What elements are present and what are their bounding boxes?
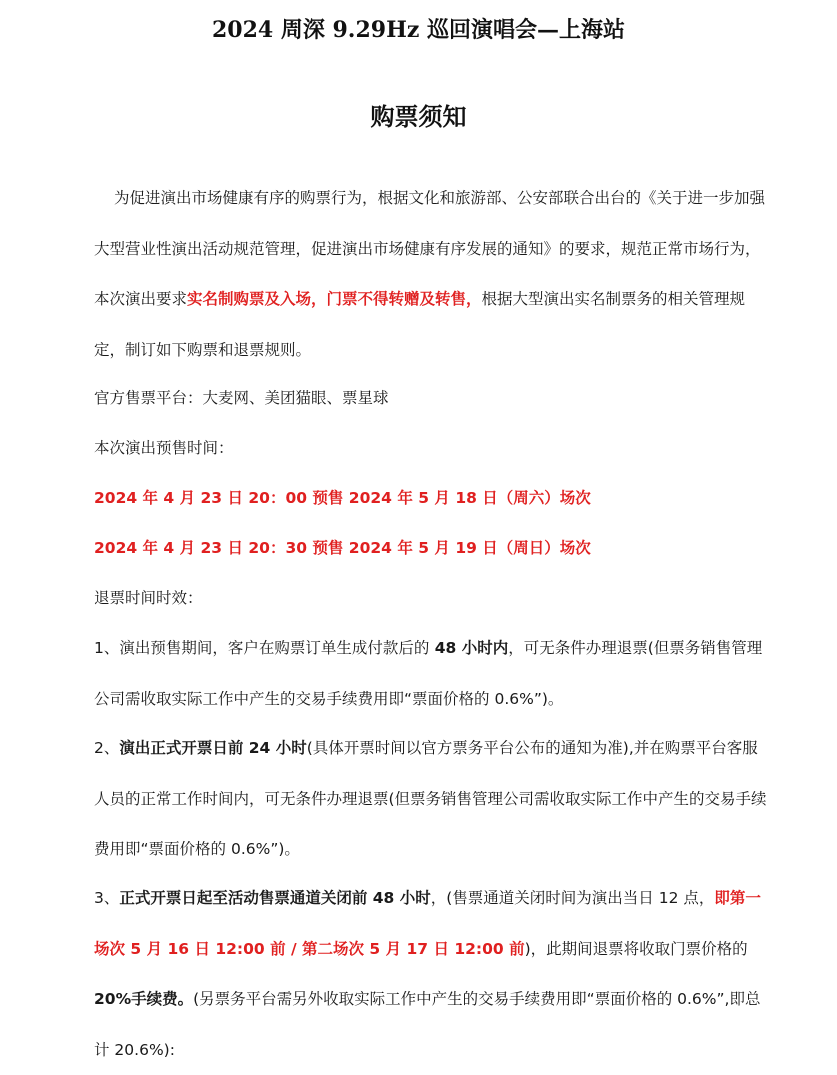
refund-rule-1 [94, 623, 770, 724]
rule2-text: 2、 [94, 739, 120, 757]
platforms-line: 官方售票平台：大麦网、美团猫眼、票星球 [94, 389, 389, 407]
rule1-bold: 48 小时内 [429, 639, 509, 657]
rule3-fee: 20%手续费。 [94, 990, 194, 1008]
refund-rule-3 [94, 873, 770, 1075]
refund-rule-2 [94, 723, 770, 875]
rule2-text-end: (具体开票时间以官方票务平台公布的通知为准),并在购票平台客服人员的正常工作时间内，可无条件办理退票(但票务销售管理公司需收取实际工作中产生的交易手续费用即“票面价格的 0.6%”)。 [94, 739, 767, 858]
intro-paragraph [94, 173, 770, 375]
rule3-text-end: (另票务平台需另外收取实际工作中产生的交易手续费用即“票面价格的 0.6%”,即总计 20.6%): [94, 990, 761, 1059]
rule3-text-3: )，此期间退票将收取门票价格的 [524, 939, 748, 958]
intro-text: 为促进演出市场健康有序的购票行为，根据文化和旅游部、公安部联合出台的《关于进一步加强大型营业性演出活动规范管理，促进演出市场健康有序发展的通知》的要求，规范正常市场行为，本次演出要求 [94, 189, 766, 308]
notice-heading: 购票须知 [370, 102, 467, 131]
rule3-text-2: ，(售票通道关闭时间为演出当日 12 点， [430, 889, 715, 907]
rule2-bold: 演出正式开票日前 24 小时 [119, 739, 307, 757]
rule1-text-end: ，可无条件办理退票(但票务销售管理公司需收取实际工作中产生的交易手续费用即“票面价格的 0.6%”)。 [94, 639, 763, 708]
rule3-deadline: 即第一场次 5 月 16 日 12:00 前 / 第二场次 5 月 17 日 12:00 前 [94, 889, 761, 958]
realname-requirement: 实名制购票及入场，门票不得转赠及转售， [187, 290, 482, 308]
intro-text-end: 根据大型演出实名制票务的相关管理规定，制订如下购票和退票规则。 [94, 290, 746, 359]
presale-line-1: 2024 年 4 月 23 日 20：00 预售 2024 年 5 月 18 日（周六）场次 [94, 489, 591, 507]
presale-label: 本次演出预售时间： [94, 439, 234, 457]
rule1-text: 1、演出预售期间，客户在购票订单生成付款后的 [94, 639, 430, 657]
rule3-text: 3、 [94, 889, 120, 907]
presale-line-2: 2024 年 4 月 23 日 20：30 预售 2024 年 5 月 19 日（周日）场次 [94, 539, 591, 557]
refund-label: 退票时间时效： [94, 589, 203, 607]
page-title: 2024 周深 9.29Hz 巡回演唱会—上海站 [211, 17, 626, 43]
rule3-bold: 正式开票日起至活动售票通道关闭前 48 小时 [119, 889, 431, 907]
